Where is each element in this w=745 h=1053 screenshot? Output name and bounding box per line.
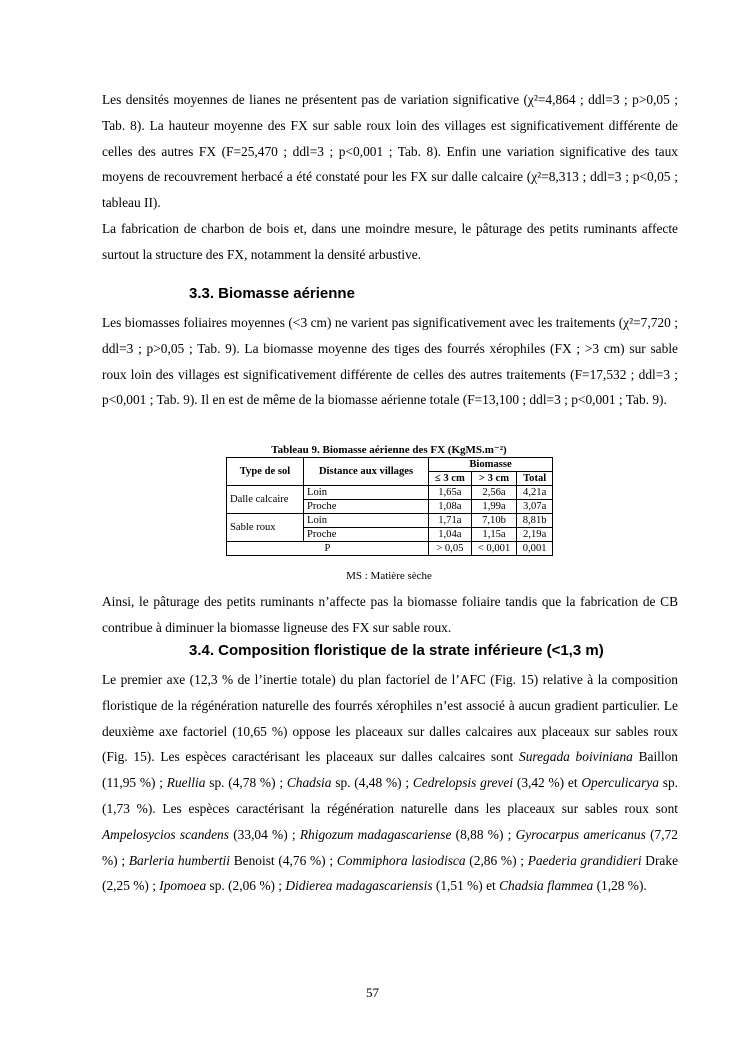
species-name: Didierea madagascariensis (285, 878, 433, 894)
header-distance: Distance aux villages (304, 458, 429, 486)
paragraph-biomasse: Les biomasses foliaires moyennes (<3 cm) ne varient pas significativement avec les traitements (χ²=7,720 ; ddl=3 ; p>0,05 ; Tab. 9). La biomasse moyenne des tiges des fourrés xérophiles (FX ; >3 cm) sur sable roux loin des villages est significativement différente de celles des autres traitements (F=17,532 ; ddl=3 ; p<0,001 ; Tab. 9). Il en est de même de la biomasse aérienne totale (F=13,100 ; ddl=3 ; p<0,001 ; Tab. 9). (102, 315, 678, 408)
distance-cell: Loin (304, 486, 429, 500)
species-name: Barleria humbertii (128, 852, 230, 868)
table-row (227, 514, 553, 528)
p-value: > 0,05 (429, 542, 472, 556)
p-value: < 0,001 (471, 542, 517, 556)
table-note: MS : Matière sèche (346, 570, 432, 582)
table-row (227, 486, 553, 500)
value-cell: 1,04a (429, 528, 472, 542)
table-caption: Tableau 9. Biomasse aérienne des FX (KgMS.m⁻²) (271, 444, 507, 456)
paragraph-charbon: La fabrication de charbon de bois et, dans une moindre mesure, le pâturage des petits ruminants affecte surtout la structure des FX, notamment la densité arbustive. (102, 221, 678, 262)
value-cell: 1,65a (429, 486, 472, 500)
distance-cell: Proche (304, 500, 429, 514)
species-name: Paederia grandidieri (527, 852, 642, 868)
value-cell: 1,71a (429, 514, 472, 528)
distance-cell: Loin (304, 514, 429, 528)
paragraph-conclusion: Ainsi, le pâturage des petits ruminants n’affecte pas la biomasse foliaire tandis que la fabrication de CB contribue à diminuer la biomasse ligneuse des FX sur sable roux. (102, 594, 678, 635)
header-type-sol: Type de sol (227, 458, 304, 486)
biomass-table (226, 457, 553, 556)
p-label: P (227, 542, 429, 556)
species-name: Ipomoea (159, 878, 207, 894)
heading-biomasse-aerienne: 3.3. Biomasse aérienne (189, 285, 355, 302)
species-name: Suregada boiviniana (519, 749, 633, 765)
value-cell: 7,10b (471, 514, 517, 528)
species-name: Commiphora lasiodisca (336, 852, 466, 868)
header-le3: ≤ 3 cm (429, 472, 472, 486)
table-row-p (227, 542, 553, 556)
species-name: Cedrelopsis grevei (412, 775, 514, 791)
species-name: Chadsia flammea (499, 878, 594, 894)
header-total: Total (517, 472, 553, 486)
value-cell: 2,56a (471, 486, 517, 500)
species-name: Rhigozum madagascariense (299, 826, 452, 842)
header-gt3: > 3 cm (471, 472, 517, 486)
species-name: Ampelosycios scandens (102, 826, 229, 842)
paragraph-composition: Le premier axe (12,3 % de l’inertie totale) du plan factoriel de l’AFC (Fig. 15) relative à la composition floristique de la régénération naturelle des fourrés xérophiles n’est associé à aucun gradient particulier. Le deuxième axe factoriel (10,65 %) oppose les placeaux sur dalles calcaires aux placeaux sur sables roux (Fig. 15). Les espèces caractérisant les placeaux sur dalles calcaires sont Suregada boiviniana Baillon (11,95 %) ; Ruellia sp. (4,78 %) ; Chadsia sp. (4,48 %) ; Cedrelopsis grevei (3,42 %) et Operculicarya sp. (1,73 %). Les espèces caractérisant la régénération naturelle dans les placeaux sur sables roux sont Ampelosycios scandens (33,04 %) ; Rhigozum madagascariense (8,88 %) ; Gyrocarpus americanus (7,72 %) ; Barleria humbertii Benoist (4,76 %) ; Commiphora lasiodisca (2,86 %) ; Paederia grandidieri Drake (2,25 %) ; Ipomoea sp. (2,06 %) ; Didierea madagascariensis (1,51 %) et Chadsia flammea (1,28 %). (102, 672, 679, 894)
p-value: 0,001 (517, 542, 553, 556)
value-cell: 3,07a (517, 500, 553, 514)
species-name: Chadsia (286, 775, 332, 791)
species-name: Gyrocarpus americanus (515, 826, 646, 842)
soil-sable-roux: Sable roux (227, 514, 304, 542)
value-cell: 4,21a (517, 486, 553, 500)
species-name: Ruellia (166, 775, 206, 791)
value-cell: 1,08a (429, 500, 472, 514)
page-number: 57 (366, 985, 379, 1000)
header-biomasse: Biomasse (429, 458, 553, 472)
value-cell: 8,81b (517, 514, 553, 528)
value-cell: 1,99a (471, 500, 517, 514)
soil-dalle-calcaire: Dalle calcaire (227, 486, 304, 514)
value-cell: 1,15a (471, 528, 517, 542)
value-cell: 2,19a (517, 528, 553, 542)
species-name: Operculicarya (581, 775, 659, 791)
distance-cell: Proche (304, 528, 429, 542)
paragraph-lianes: Les densités moyennes de lianes ne présentent pas de variation significative (χ²=4,864 ; ddl=3 ; p>0,05 ; Tab. 8). La hauteur moyenne des FX sur sable roux loin des villages est significativement différente de celles des autres FX (F=25,470 ; ddl=3 ; p<0,001 ; Tab. 8). Enfin une variation significative des taux moyens de recouvrement herbacé a été constaté pour les FX sur dalle calcaire (χ²=8,313 ; ddl=3 ; p<0,05 ; tableau II). (102, 92, 678, 211)
heading-composition-floristique: 3.4. Composition floristique de la strate inférieure (<1,3 m) (189, 642, 604, 659)
